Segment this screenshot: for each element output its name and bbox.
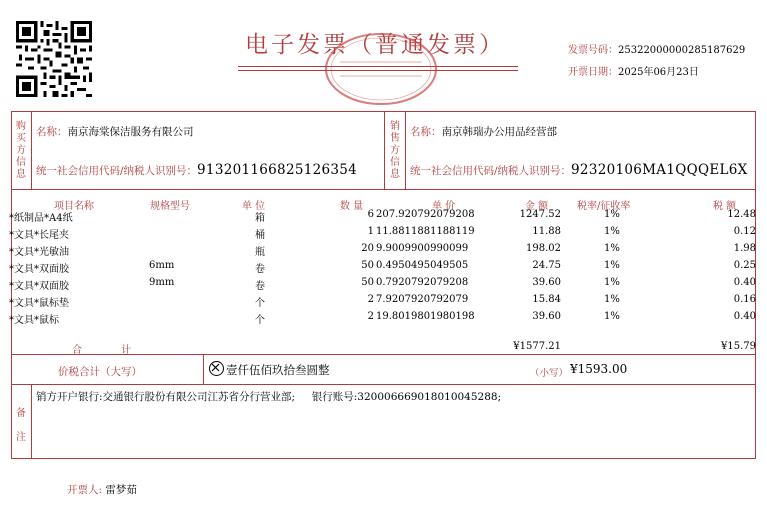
qr-code xyxy=(16,21,92,97)
item-rate: 1% xyxy=(604,311,620,322)
seller-taxid xyxy=(410,162,748,178)
table-row xyxy=(0,277,767,294)
item-rate: 1% xyxy=(604,209,620,220)
grand-total-upper-text: 壹仟伍佰玖拾叁圆整 xyxy=(226,363,330,377)
col-qty: 数 量 xyxy=(340,201,364,212)
table-row xyxy=(0,209,767,226)
item-price: 207.920792079208 xyxy=(376,209,475,220)
item-unit: 个 xyxy=(255,315,265,326)
item-unit: 瓶 xyxy=(255,247,265,258)
col-spec: 规格型号 xyxy=(150,201,190,212)
item-name: *文具*光敏油 xyxy=(9,247,69,258)
total-label: 合 计 xyxy=(72,345,150,356)
item-amount: 1247.52 xyxy=(519,209,561,220)
remarks-side-label: 备 注 xyxy=(16,408,26,443)
item-price: 19.8019801980198 xyxy=(376,311,475,322)
item-amount: 198.02 xyxy=(526,243,561,254)
seller-name xyxy=(410,124,557,139)
item-name: *文具*鼠标垫 xyxy=(9,298,69,309)
invoice-date-label: 开票日期： xyxy=(568,67,618,78)
item-rate: 1% xyxy=(604,243,620,254)
item-amount: 24.75 xyxy=(532,260,561,271)
item-unit: 个 xyxy=(255,298,265,309)
item-price: 7.9207920792079 xyxy=(376,294,469,305)
item-amount: 39.60 xyxy=(532,277,561,288)
item-spec: 9mm xyxy=(149,277,175,288)
table-row xyxy=(0,243,767,260)
divider-seller-side xyxy=(405,111,406,189)
item-rate: 1% xyxy=(604,294,620,305)
issuer xyxy=(67,482,137,497)
grand-total-lower-label: （小写） xyxy=(530,368,569,379)
item-name: *文具*鼠标 xyxy=(9,315,59,326)
col-unit: 单 位 xyxy=(242,201,266,212)
invoice-title: 电子发票（普通发票） xyxy=(245,32,505,58)
item-price: 9.9009900990099 xyxy=(376,243,469,254)
table-row xyxy=(0,294,767,311)
item-qty: 1 xyxy=(367,226,374,237)
buyer-name xyxy=(36,124,194,139)
item-name: *文具*长尾夹 xyxy=(9,230,69,241)
seller-taxid-value: 92320106MA1QQQEL6X xyxy=(571,162,748,178)
item-qty: 6 xyxy=(367,209,374,220)
item-qty: 2 xyxy=(367,294,374,305)
item-tax: 12.48 xyxy=(727,209,756,220)
col-price: 单 价 xyxy=(432,201,456,212)
item-price: 11.8811881188119 xyxy=(376,226,475,237)
item-tax: 1.98 xyxy=(733,243,756,254)
grand-total-upper xyxy=(209,361,330,378)
item-rate: 1% xyxy=(604,277,620,288)
table-row xyxy=(0,226,767,243)
seller-taxid-label: 统一社会信用代码/纳税人识别号： xyxy=(410,165,572,177)
divider-grand xyxy=(11,384,756,385)
item-name: *纸制品*A4纸 xyxy=(9,213,73,224)
remarks-text: 销方开户银行:交通银行股份有限公司江苏省分行营业部; 银行账号:320006669018010045288; xyxy=(36,391,502,403)
item-qty: 20 xyxy=(361,243,374,254)
tax-seal xyxy=(324,32,438,106)
invoice-number-value: 25322000000285187629 xyxy=(618,45,746,56)
item-price: 0.7920792079208 xyxy=(376,277,469,288)
seller-name-value: 南京韩瑞办公用品经营部 xyxy=(441,126,557,138)
buyer-name-label: 名称： xyxy=(36,126,68,138)
buyer-taxid-value: 913201166825126354 xyxy=(197,162,358,178)
item-price: 0.4950495049505 xyxy=(376,260,469,271)
col-rate: 税率/征收率 xyxy=(577,201,631,212)
item-spec: 6mm xyxy=(149,260,175,271)
item-qty: 50 xyxy=(361,277,374,288)
col-amount: 金 额 xyxy=(525,201,549,212)
item-qty: 50 xyxy=(361,260,374,271)
item-qty: 2 xyxy=(367,311,374,322)
invoice-number-label: 发票号码： xyxy=(568,45,618,56)
item-tax: 0.25 xyxy=(733,260,756,271)
buyer-taxid xyxy=(36,162,357,178)
divider-grand-label xyxy=(203,354,204,384)
item-amount: 11.88 xyxy=(532,226,561,237)
table-row xyxy=(0,260,767,277)
item-rate: 1% xyxy=(604,226,620,237)
issuer-label: 开票人: xyxy=(67,484,103,496)
invoice-number xyxy=(568,41,745,56)
item-unit: 卷 xyxy=(255,281,265,292)
item-tax: 0.16 xyxy=(733,294,756,305)
divider-remarks-side xyxy=(31,384,32,459)
seller-side-label: 销 售 方 信 息 xyxy=(390,121,400,180)
col-item: 项目名称 xyxy=(54,201,94,212)
divider-middle xyxy=(384,111,385,189)
item-amount: 39.60 xyxy=(532,311,561,322)
item-unit: 箱 xyxy=(255,213,265,224)
issuer-name: 雷梦茹 xyxy=(105,484,137,496)
item-name: *文具*双面胶 xyxy=(9,264,69,275)
buyer-name-value: 南京海棠保洁服务有限公司 xyxy=(67,126,194,138)
item-tax: 0.12 xyxy=(733,226,756,237)
col-tax: 税 额 xyxy=(713,201,737,212)
divider-parties xyxy=(11,189,756,190)
total-amount: ¥1577.21 xyxy=(513,341,561,352)
total-tax: ¥15.79 xyxy=(721,341,756,352)
item-unit: 桶 xyxy=(255,230,265,241)
item-amount: 15.84 xyxy=(532,294,561,305)
table-row xyxy=(0,311,767,328)
item-tax: 0.40 xyxy=(733,277,756,288)
grand-total-label: 价税合计（大写） xyxy=(58,366,142,378)
invoice-date-value: 2025年06月23日 xyxy=(618,67,699,78)
seller-name-label: 名称： xyxy=(410,126,442,138)
divider-buyer-side xyxy=(31,111,32,189)
item-tax: 0.40 xyxy=(733,311,756,322)
grand-total-lower: ¥1593.00 xyxy=(570,362,628,376)
cross-circle-icon xyxy=(209,361,224,376)
item-rate: 1% xyxy=(604,260,620,271)
item-name: *文具*双面胶 xyxy=(9,281,69,292)
invoice-date xyxy=(568,63,699,78)
item-unit: 卷 xyxy=(255,264,265,275)
buyer-taxid-label: 统一社会信用代码/纳税人识别号： xyxy=(36,165,198,177)
buyer-side-label: 购 买 方 信 息 xyxy=(16,121,26,180)
